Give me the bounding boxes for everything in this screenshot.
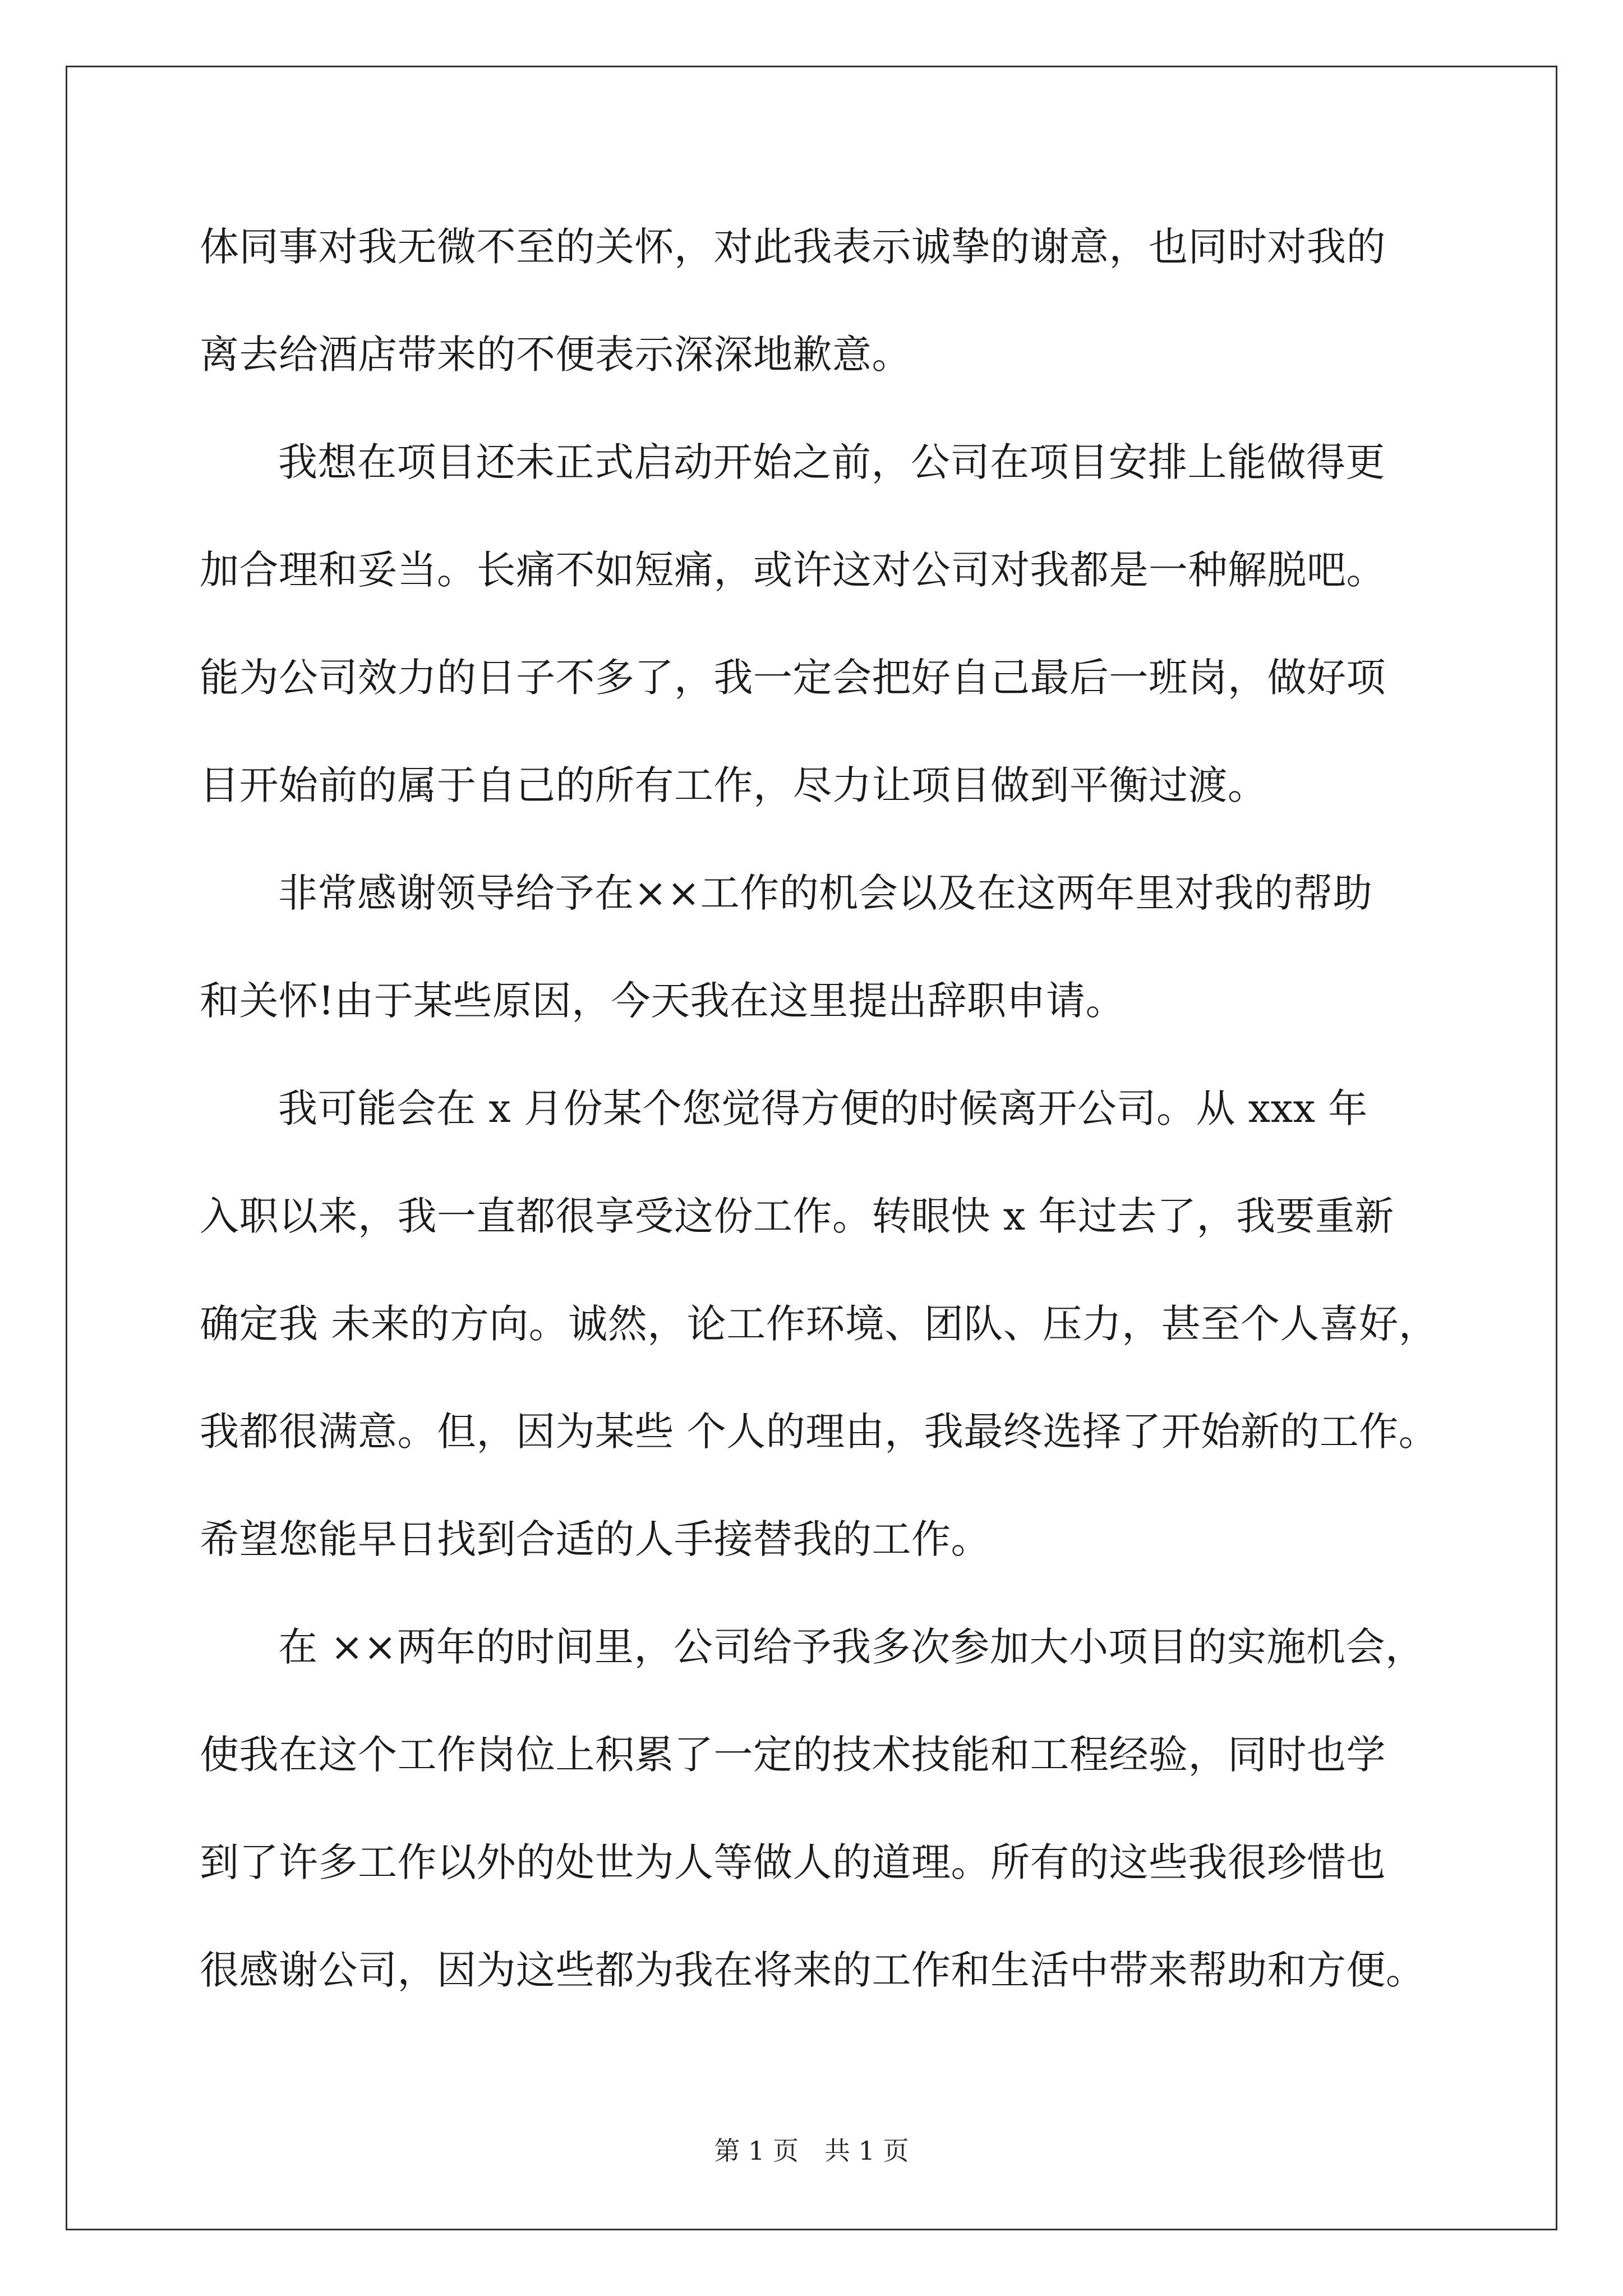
text-line-9: 我可能会在 x 月份某个您觉得方便的时候离开公司。从 xxx 年 bbox=[278, 1085, 1368, 1131]
text-line-11: 确定我 未来的方向。诚然，论工作环境、团队、压力，甚至个人喜好， bbox=[200, 1301, 1438, 1347]
text-line-8: 和关怀!由于某些原因，今天我在这里提出辞职申请。 bbox=[200, 978, 1126, 1024]
text-line-6: 目开始前的属于自己的所有工作，尽力让项目做到平衡过渡。 bbox=[200, 762, 1267, 808]
text-line-14: 在 ××两年的时间里，公司给予我多次参加大小项目的实施机会， bbox=[278, 1624, 1425, 1670]
text-line-12: 我都很满意。但，因为某些 个人的理由，我最终选择了开始新的工作。 bbox=[200, 1409, 1438, 1455]
text-line-16: 到了许多工作以外的处世为人等做人的道理。所有的这些我很珍惜也 bbox=[200, 1839, 1386, 1885]
text-line-4: 加合理和妥当。长痛不如短痛，或许这对公司对我都是一种解脱吧。 bbox=[200, 547, 1386, 593]
text-line-2: 离去给酒店带来的不便表示深深地歉意。 bbox=[200, 332, 911, 378]
text-line-17: 很感谢公司，因为这些都为我在将来的工作和生活中带来帮助和方便。 bbox=[200, 1947, 1426, 1993]
text-line-15: 使我在这个工作岗位上积累了一定的技术技能和工程经验，同时也学 bbox=[200, 1732, 1386, 1778]
text-line-13: 希望您能早日找到合适的人手接替我的工作。 bbox=[200, 1516, 990, 1562]
text-line-1: 体同事对我无微不至的关怀，对此我表示诚挚的谢意，也同时对我的 bbox=[200, 224, 1386, 270]
text-line-7: 非常感谢领导给予在××工作的机会以及在这两年里对我的帮助 bbox=[278, 870, 1373, 916]
text-line-10: 入职以来，我一直都很享受这份工作。转眼快 x 年过去了，我要重新 bbox=[200, 1193, 1394, 1239]
text-line-3: 我想在项目还未正式启动开始之前，公司在项目安排上能做得更 bbox=[278, 439, 1385, 485]
page-number-footer: 第 1 页 共 1 页 bbox=[714, 2136, 909, 2166]
text-line-5: 能为公司效力的日子不多了，我一定会把好自己最后一班岗，做好项 bbox=[200, 655, 1386, 701]
document-body bbox=[200, 213, 1438, 2044]
